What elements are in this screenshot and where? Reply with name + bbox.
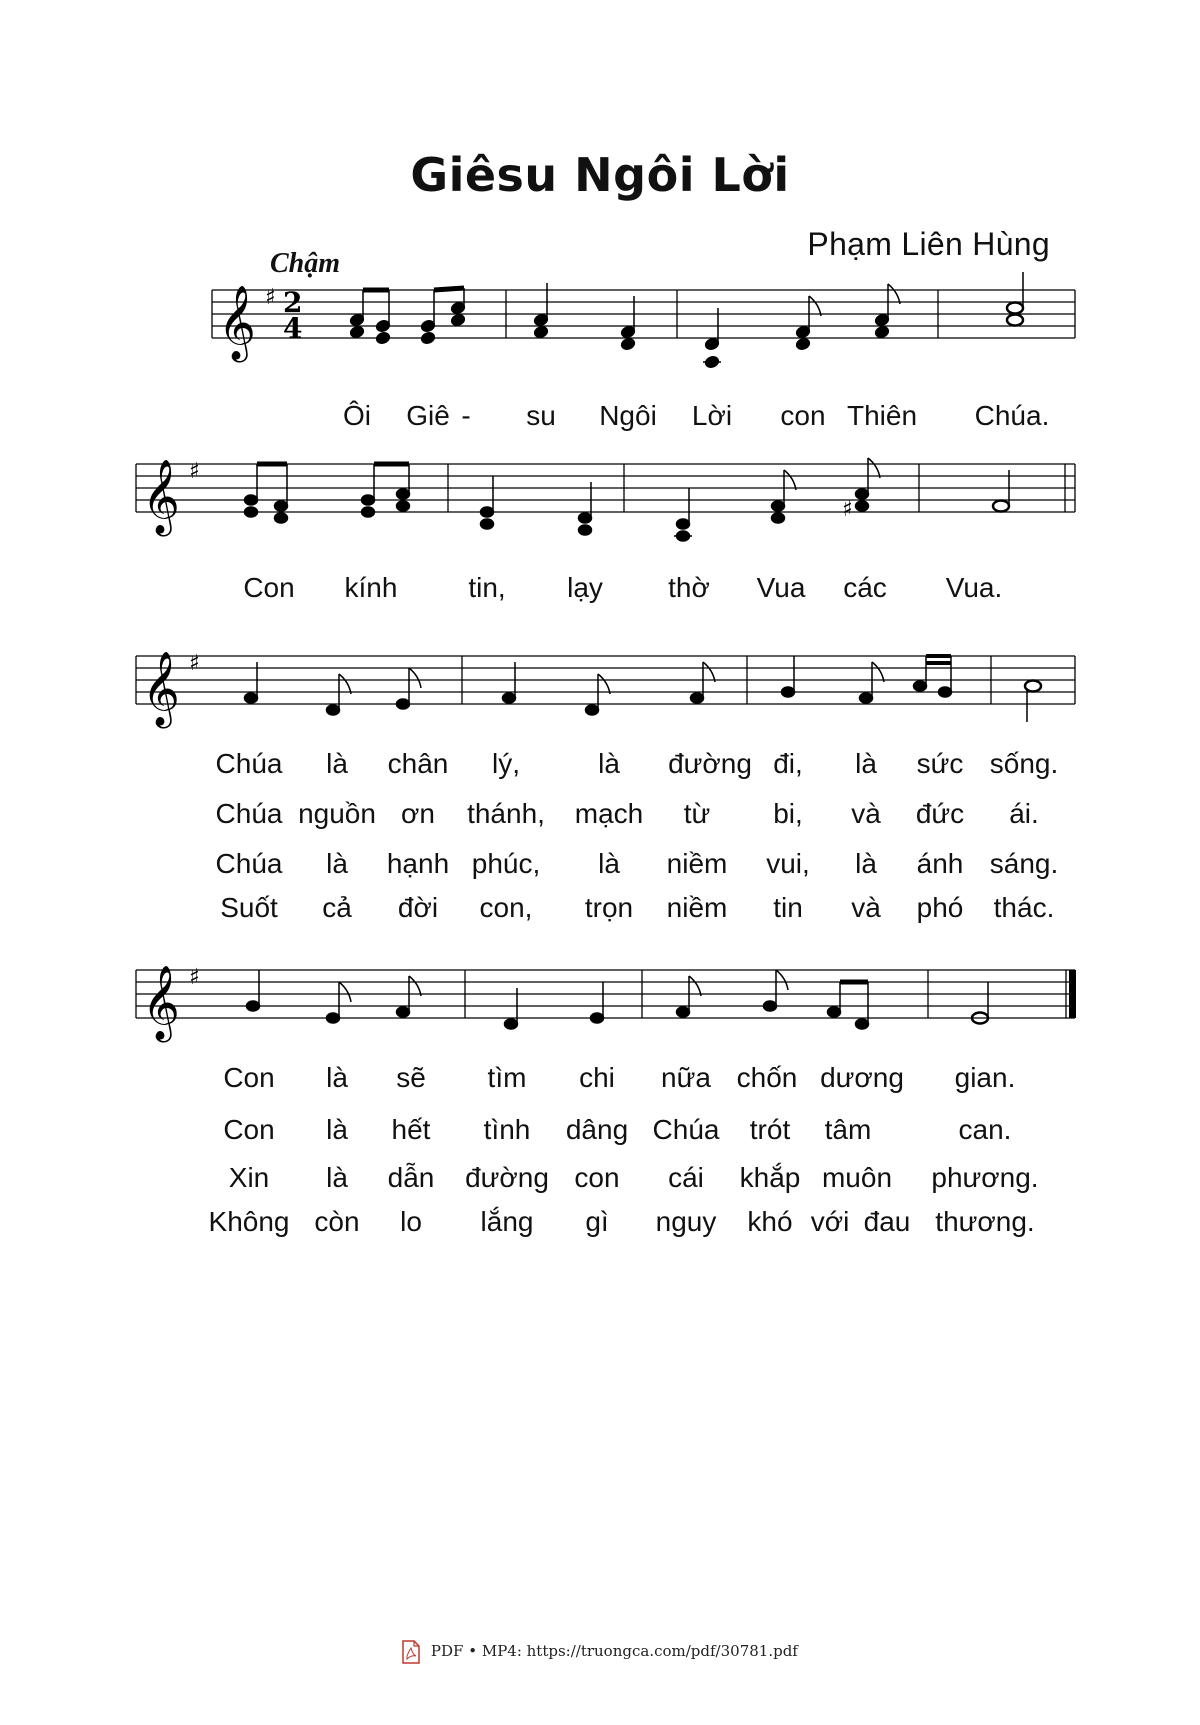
lyric-syllable: là (598, 848, 620, 879)
lyric-syllable: còn (314, 1206, 360, 1237)
lyric-syllable: thánh, (467, 798, 545, 829)
lyric-syllable: thờ (668, 572, 710, 603)
lyric-syllable: đau (863, 1206, 911, 1237)
treble-clef-icon: 𝄞 (142, 460, 180, 534)
lyric-syllable: lắng (480, 1206, 534, 1237)
staff-system-1 (0, 270, 1200, 390)
lyric-syllable: tin, (468, 572, 506, 603)
tempo-marking: Chậm (270, 248, 341, 279)
lyric-syllable: Chúa (215, 748, 283, 779)
lyric-syllable: dẫn (387, 1162, 435, 1193)
lyric-syllable: Ôi (343, 400, 371, 431)
footer-text: PDF • MP4: https://truongca.com/pdf/30781.pdf (430, 1642, 798, 1660)
lyric-syllable: khó (747, 1206, 793, 1237)
treble-clef-icon: 𝄞 (218, 286, 256, 360)
lyric-syllable: là (326, 848, 348, 879)
lyric-syllable: đời (397, 892, 439, 923)
lyric-syllable: cái (668, 1162, 704, 1193)
lyric-syllable: và (851, 892, 881, 923)
lyric-syllable: sức (916, 748, 964, 779)
lyric-syllable: khắp (739, 1162, 801, 1193)
lyric-syllable: Ngôi (599, 400, 657, 431)
lyric-syllable: chân (387, 748, 449, 779)
lyric-syllable: ánh (916, 848, 964, 879)
lyric-syllable: chi (579, 1062, 615, 1093)
lyrics-system-2 (0, 572, 1200, 612)
lyric-syllable: Xin (228, 1162, 270, 1193)
treble-clef-icon: 𝄞 (142, 652, 180, 726)
notes-system-1 (349, 272, 1023, 369)
lyric-syllable: hết (391, 1114, 431, 1145)
lyric-syllable: thác. (993, 892, 1055, 923)
lyric-syllable: mạch (574, 798, 644, 829)
lyric-syllable: tâm (824, 1114, 872, 1145)
lyrics-system-1 (0, 400, 1200, 440)
lyric-syllable: - (461, 400, 471, 431)
lyric-syllable: phúc, (471, 848, 541, 879)
treble-clef-icon: 𝄞 (142, 966, 180, 1040)
time-signature-top: 2 (283, 286, 303, 319)
lyrics-system-3-verse-1 (0, 748, 1200, 788)
lyric-syllable: tìm (487, 1062, 527, 1093)
lyric-syllable: là (855, 748, 877, 779)
sharp-icon: ♯ (842, 497, 853, 522)
lyric-syllable: muôn (821, 1162, 893, 1193)
lyric-syllable: thương. (935, 1206, 1035, 1237)
lyric-syllable: Vua. (945, 572, 1003, 603)
lyric-syllable: là (326, 1162, 348, 1193)
sharp-icon: ♯ (265, 285, 276, 310)
lyrics-system-4-verse-2 (0, 1114, 1200, 1154)
lyric-syllable: lạy (567, 572, 603, 603)
lyric-syllable: dâng (565, 1114, 629, 1145)
lyric-syllable: tình (483, 1114, 531, 1145)
lyric-syllable: đi, (773, 748, 803, 779)
notes-system-4 (247, 970, 989, 1029)
lyric-syllable: chốn (736, 1062, 798, 1093)
final-barline (1069, 970, 1076, 1018)
lyric-syllable: con, (479, 892, 533, 923)
lyric-syllable: Con (223, 1114, 275, 1145)
lyric-syllable: nguy (655, 1206, 717, 1237)
lyric-syllable: sáng. (989, 848, 1059, 879)
lyrics-system-4-verse-1 (0, 1062, 1200, 1102)
lyric-syllable: niềm (666, 848, 728, 879)
lyrics-system-3-verse-4 (0, 892, 1200, 932)
lyric-syllable: lý, (492, 748, 520, 779)
lyric-syllable: đường (465, 1162, 549, 1193)
lyric-syllable: ái. (1009, 798, 1039, 829)
lyric-syllable: su (526, 400, 556, 431)
lyric-syllable: gian. (954, 1062, 1016, 1093)
sharp-icon: ♯ (189, 651, 200, 676)
sharp-icon: ♯ (189, 965, 200, 990)
lyric-syllable: dương (820, 1062, 904, 1093)
lyric-syllable: Lời (691, 400, 733, 431)
lyric-syllable: nguồn (298, 798, 376, 829)
lyric-syllable: lo (400, 1206, 422, 1237)
lyric-syllable: ơn (401, 798, 435, 829)
lyric-syllable: phương. (931, 1162, 1039, 1193)
lyric-syllable: là (326, 748, 348, 779)
composer-name: Phạm Liên Hùng (807, 226, 1050, 262)
pdf-file-icon (402, 1640, 420, 1664)
lyric-syllable: Suốt (220, 892, 278, 923)
footer-link[interactable] (0, 1640, 1200, 1664)
lyric-syllable: sống. (989, 748, 1059, 779)
lyrics-system-3-verse-2 (0, 798, 1200, 838)
staff-system-4 (0, 945, 1200, 1065)
notes-system-3 (245, 656, 1042, 722)
lyric-syllable: cả (322, 892, 352, 923)
time-signature-bottom: 4 (283, 312, 303, 345)
lyric-syllable: gì (585, 1206, 609, 1237)
sharp-icon: ♯ (189, 459, 200, 484)
song-title: Giêsu Ngôi Lời (410, 148, 790, 202)
lyric-syllable: Chúa (215, 848, 283, 879)
lyric-syllable: nữa (661, 1062, 711, 1093)
lyric-syllable: đức (915, 798, 965, 829)
lyric-syllable: là (855, 848, 877, 879)
staff-system-3 (0, 630, 1200, 750)
lyrics-system-3-verse-3 (0, 848, 1200, 888)
lyric-syllable: con (780, 400, 826, 431)
lyric-syllable: Vua (756, 572, 806, 603)
lyric-syllable: Con (243, 572, 295, 603)
lyric-syllable: Giê (406, 400, 450, 431)
lyrics-system-4-verse-4 (0, 1206, 1200, 1246)
lyric-syllable: Chúa. (974, 400, 1050, 431)
lyric-syllable: hạnh (386, 848, 450, 879)
lyric-syllable: kính (344, 572, 398, 603)
lyric-syllable: Chúa (652, 1114, 720, 1145)
lyric-syllable: Không (208, 1206, 290, 1237)
lyric-syllable: bi, (773, 798, 803, 829)
lyric-syllable: Con (223, 1062, 275, 1093)
lyric-syllable: là (326, 1114, 348, 1145)
lyric-syllable: can. (958, 1114, 1012, 1145)
lyric-syllable: con (574, 1162, 620, 1193)
lyric-syllable: trót (749, 1114, 791, 1145)
lyric-syllable: là (326, 1062, 348, 1093)
lyric-syllable: với (810, 1206, 850, 1237)
lyric-syllable: vui, (766, 848, 810, 879)
lyric-syllable: Thiên (846, 400, 918, 431)
lyric-syllable: trọn (584, 892, 634, 923)
lyric-syllable: Chúa (215, 798, 283, 829)
lyric-syllable: sẽ (396, 1062, 426, 1093)
lyric-syllable: và (851, 798, 881, 829)
lyrics-system-4-verse-3 (0, 1162, 1200, 1202)
lyric-syllable: đường (668, 748, 752, 779)
staff-system-2 (0, 445, 1200, 565)
lyric-syllable: từ (683, 798, 711, 829)
lyric-syllable: tin (773, 892, 803, 923)
lyric-syllable: các (843, 572, 887, 603)
lyric-syllable: niềm (666, 892, 728, 923)
lyric-syllable: là (598, 748, 620, 779)
lyric-syllable: phó (916, 892, 964, 923)
